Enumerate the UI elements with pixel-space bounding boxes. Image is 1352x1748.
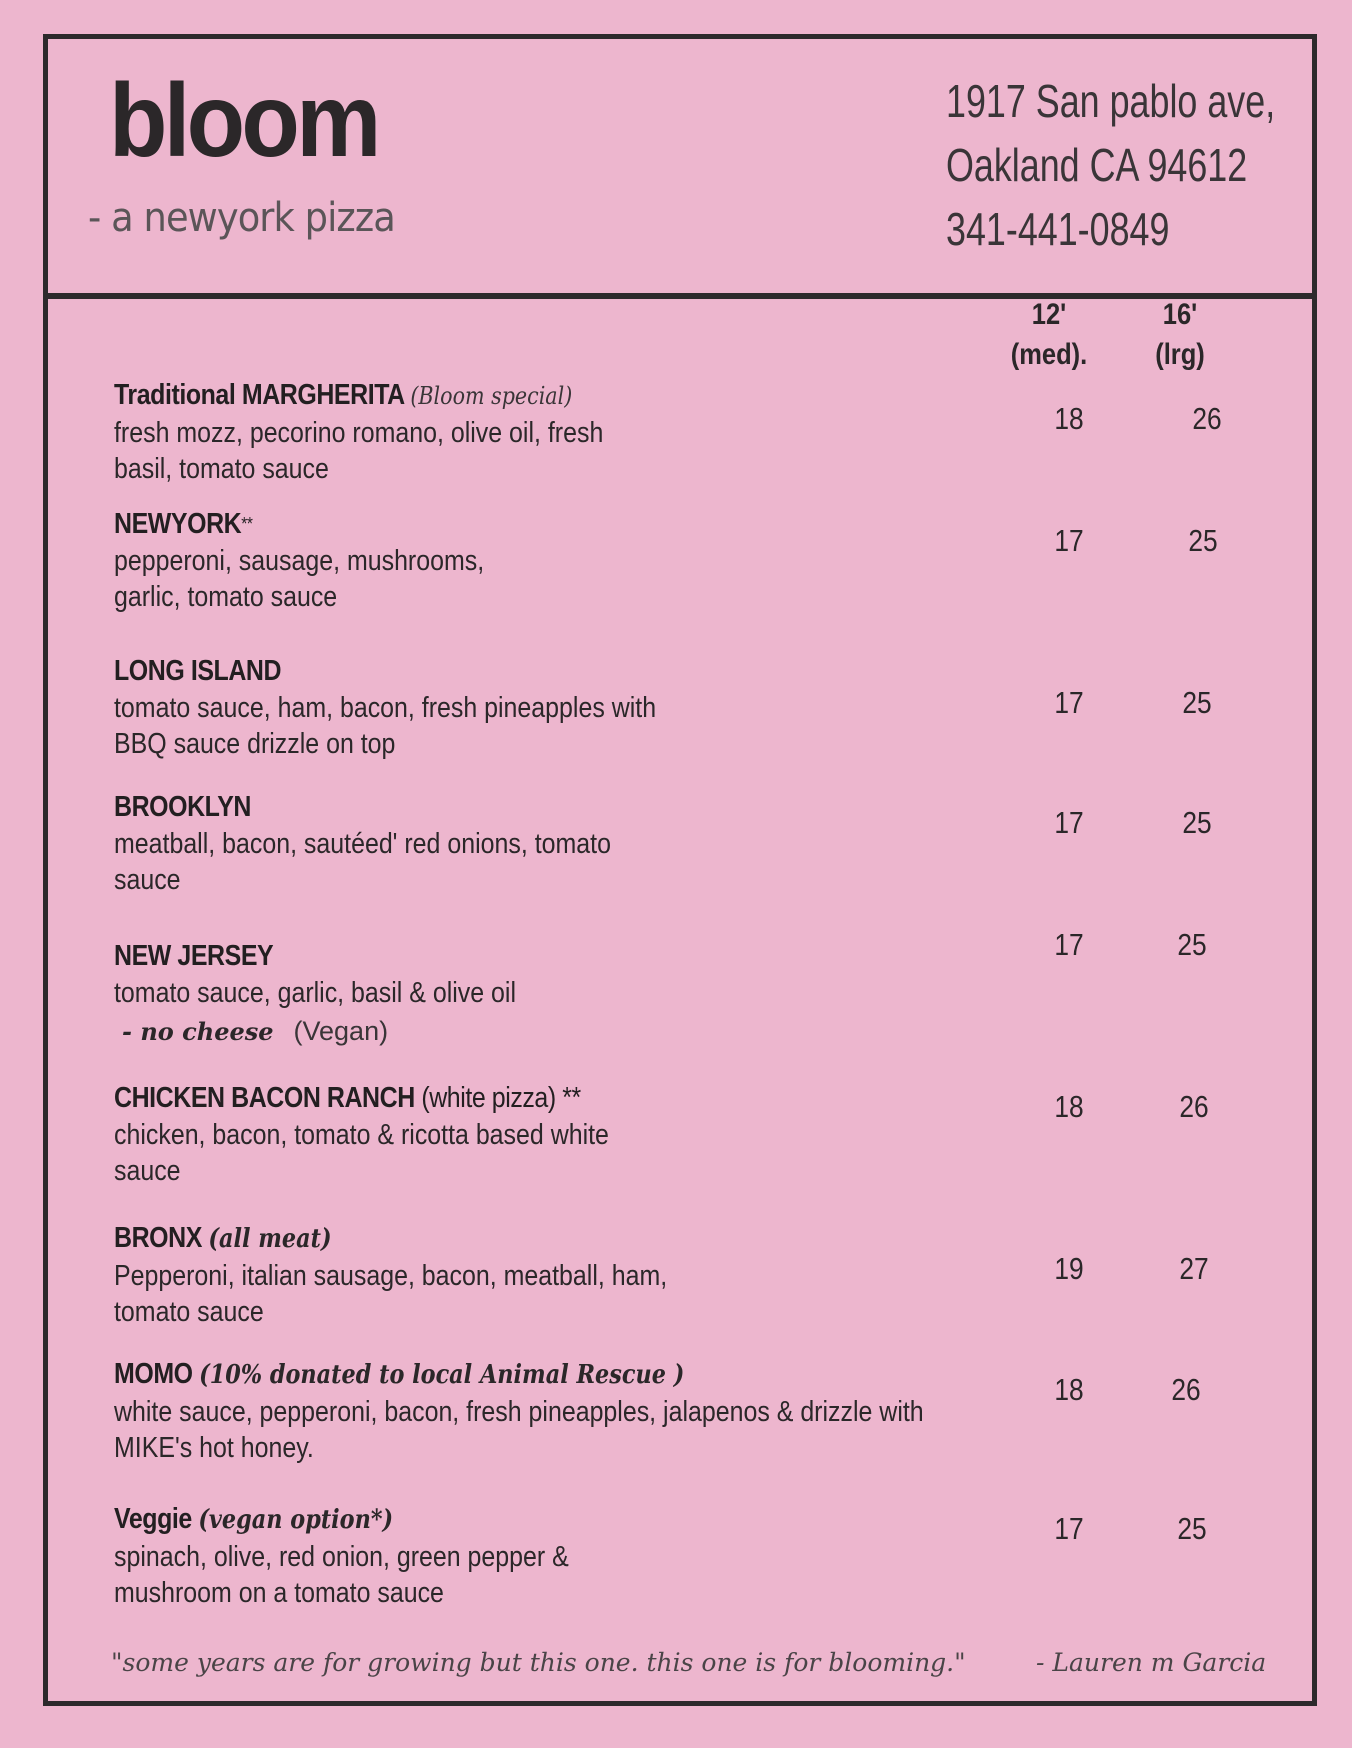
medium-label: (med). (1010, 338, 1088, 371)
item-name (114, 1219, 888, 1258)
menu-item-margherita (114, 376, 1014, 487)
large-size: 16' (1162, 298, 1198, 331)
item-name (114, 376, 888, 415)
menu-item-new-jersey (114, 937, 1014, 1052)
item-name (114, 788, 888, 826)
menu-item-newyork (114, 505, 1014, 615)
phone-number: 341-441-0849 (946, 203, 1170, 255)
price-medium: 18 (1054, 401, 1084, 436)
item-description: meatball, bacon, sautéed' red onions, tomato sauce (114, 828, 611, 896)
brand-tagline: - a newyork pizza (88, 195, 395, 241)
menu-item-chicken-bacon-ranch (114, 1079, 1014, 1189)
item-title: CHICKEN BACON RANCH (114, 1082, 415, 1114)
item-name (114, 505, 888, 543)
price-large: 25 (1177, 1511, 1207, 1546)
price-medium: 17 (1054, 805, 1084, 840)
item-title: NEWYORK (114, 508, 242, 540)
item-description: pepperoni, sausage, mushrooms, garlic, tomato sauce (114, 545, 485, 613)
price-medium: 18 (1054, 1372, 1084, 1407)
price-medium: 18 (1054, 1089, 1084, 1124)
item-title: MOMO (114, 1358, 193, 1390)
item-description: tomato sauce, ham, bacon, fresh pineapples with BBQ sauce drizzle on top (114, 692, 657, 760)
item-note: (white pizza) ** (421, 1082, 581, 1114)
item-description: chicken, bacon, tomato & ricotta based white sauce (114, 1119, 609, 1187)
brand-name: bloom (109, 63, 378, 179)
price-large: 26 (1171, 1372, 1201, 1407)
address-line-1: 1917 San pablo ave, (946, 75, 1276, 127)
item-name (114, 1500, 888, 1539)
item-note: (10% donated to local Animal Rescue ) (199, 1360, 685, 1390)
item-note: (Bloom special) (410, 382, 573, 410)
price-large: 25 (1177, 927, 1207, 962)
footer-quote: "some years are for growing but this one. this one is for blooming." (111, 1648, 966, 1677)
menu-frame (43, 34, 1317, 1706)
header-divider (48, 293, 1312, 299)
item-note: (all meat) (208, 1224, 332, 1254)
menu-item-long-island (114, 652, 1014, 762)
item-title: BROOKLYN (114, 791, 251, 823)
item-title: BRONX (114, 1222, 202, 1254)
item-extra-note (122, 1011, 1014, 1052)
menu-item-momo (114, 1355, 1114, 1466)
item-description: fresh mozz, pecorino romano, olive oil, fresh basil, tomato sauce (114, 417, 604, 485)
price-large: 27 (1179, 1251, 1209, 1286)
price-large: 25 (1182, 805, 1212, 840)
large-label: (lrg) (1155, 338, 1205, 371)
item-note: (vegan option*) (198, 1505, 394, 1535)
item-description: spinach, olive, red onion, green pepper & mushroom on a tomato sauce (114, 1541, 569, 1609)
column-header-medium (998, 295, 1100, 375)
price-large: 26 (1192, 401, 1222, 436)
menu-item-bronx (114, 1219, 1014, 1330)
menu-item-veggie (114, 1500, 1014, 1611)
item-description: Pepperoni, italian sausage, bacon, meatball, ham, tomato sauce (114, 1260, 668, 1328)
item-name (114, 652, 888, 690)
price-large: 25 (1188, 523, 1218, 558)
price-large: 26 (1179, 1089, 1209, 1124)
item-title: NEW JERSEY (114, 940, 274, 972)
price-large: 25 (1182, 685, 1212, 720)
item-note: ** (241, 514, 253, 534)
item-name (114, 937, 888, 975)
item-description: tomato sauce, garlic, basil & olive oil (114, 977, 517, 1009)
vegan-note: (Vegan) (293, 1016, 389, 1046)
item-description: white sauce, pepperoni, bacon, fresh pineapples, jalapenos & drizzle with MIKE's hot honey. (114, 1396, 924, 1464)
item-title: LONG ISLAND (114, 655, 282, 687)
address-line-2: Oakland CA 94612 (946, 139, 1248, 191)
no-cheese-note: - no cheese (122, 1017, 274, 1046)
menu-item-brooklyn (114, 788, 1014, 898)
item-name (114, 1355, 974, 1394)
price-medium: 17 (1054, 927, 1084, 962)
item-title: Veggie (114, 1503, 192, 1535)
price-medium: 17 (1054, 1511, 1084, 1546)
item-name (114, 1079, 888, 1117)
contact-block (946, 69, 1275, 261)
column-header-large (1129, 295, 1231, 375)
price-medium: 17 (1054, 523, 1084, 558)
item-title: Traditional MARGHERITA (114, 379, 404, 411)
price-medium: 19 (1054, 1251, 1084, 1286)
medium-size: 12' (1031, 298, 1067, 331)
price-medium: 17 (1054, 685, 1084, 720)
quote-author: - Lauren m Garcia (1036, 1648, 1267, 1677)
